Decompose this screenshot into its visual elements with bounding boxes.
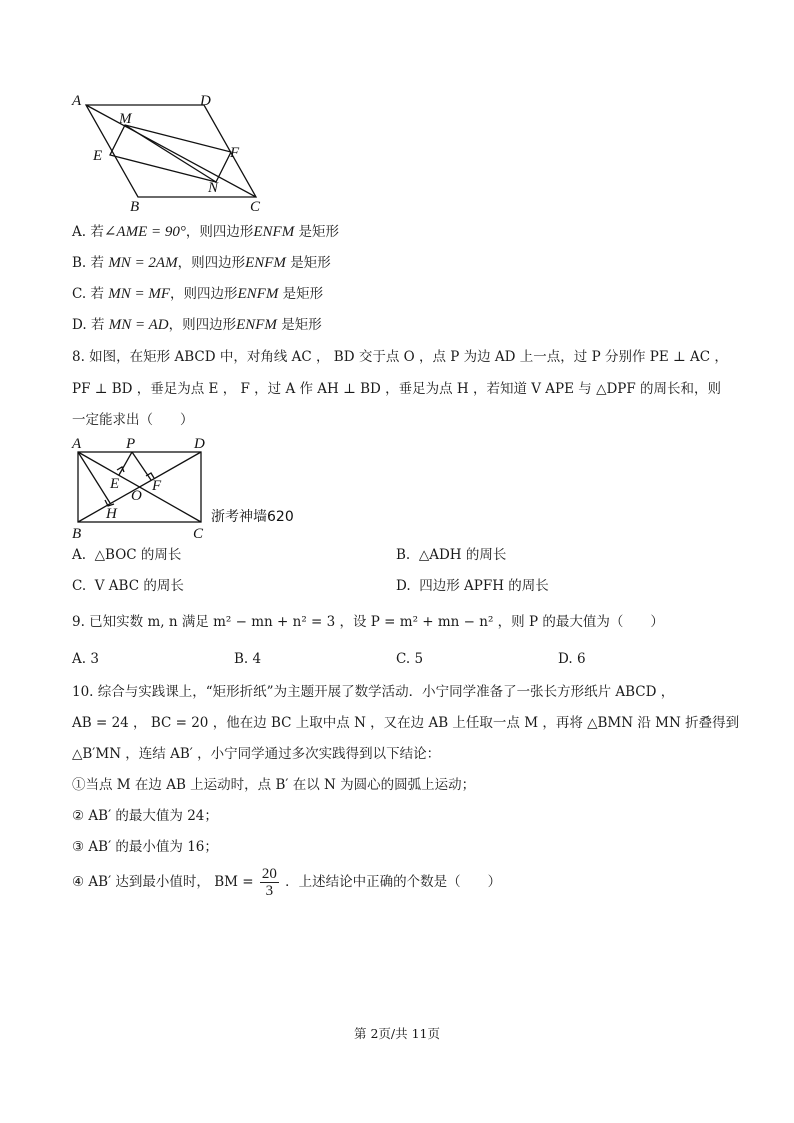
q9-stem: 9. 已知实数 m, n 满足 m² − mn + n² = 3 ，设 P = m² + mn − n² ，则 P 的最大值为（ ）: [72, 614, 664, 630]
q7-option-a: A. 若∠AME = 90°，则四边形ENFM 是矩形: [72, 224, 339, 240]
label-F: F: [152, 478, 162, 494]
label-E: E: [93, 148, 103, 164]
q10-conclusion-1: ①当点 M 在边 AB 上运动时，点 B′ 在以 N 为圆心的圆弧上运动；: [72, 777, 476, 793]
label-P: P: [126, 436, 136, 452]
q10-conclusion-3: ③ AB′ 的最小值为 16；: [72, 839, 218, 855]
page-footer: 第 2页/共 11页: [353, 1026, 441, 1041]
figure-parallelogram: [60, 90, 280, 215]
label-F: F: [230, 145, 240, 161]
label-B: B: [130, 199, 140, 215]
q8-option-a: A. △BOC 的周长: [72, 547, 182, 563]
label-A: A: [72, 436, 82, 452]
q8-stem-line3: 一定能求出（ ）: [72, 412, 194, 428]
q10-conclusion-2: ② AB′ 的最大值为 24；: [72, 808, 218, 824]
q7-option-b: B. 若 MN = 2AM，则四边形ENFM 是矩形: [72, 255, 331, 271]
label-M: M: [119, 111, 132, 127]
q8-option-b: B. △ADH 的周长: [396, 547, 507, 563]
q10-stem-line1: 10. 综合与实践课上，“矩形折纸”为主题开展了数学活动．小宁同学准备了一张长方形纸片 ABCD ，: [72, 684, 675, 700]
label-O: O: [131, 488, 142, 504]
q9-option-a: A. 3: [72, 651, 99, 667]
fraction: $\frac{20}{3}$: [261, 866, 277, 899]
q8-stem-line1: 8. 如图，在矩形 ABCD 中，对角线 AC ， BD 交于点 O ，点 P 为边 AD 上一点，过 P 分别作 PE ⊥ AC ，: [72, 349, 728, 365]
q7-option-c: C. 若 MN = MF，则四边形ENFM 是矩形: [72, 286, 324, 302]
q8-stem-line2: PF ⊥ BD ，垂足为点 E ， F ，过 A 作 AH ⊥ BD ，垂足为点 H ，若知道 V APE 与 △DPF 的周长和，则: [72, 381, 722, 397]
q10-conclusion-4: ④ AB′ 达到最小值时， BM = $\frac{20}{3}$ ．上述结论中正确的个数是（ ）: [72, 866, 502, 899]
label-A: A: [72, 93, 82, 109]
label-C: C: [193, 526, 204, 542]
q9-option-b: B. 4: [234, 651, 262, 667]
q9-option-c: C. 5: [396, 651, 424, 667]
label-H: H: [106, 506, 117, 522]
watermark-text: 浙考神墙620: [211, 509, 294, 525]
q10-stem-line3: △B′MN ，连结 AB′ ，小宁同学通过多次实践得到以下结论：: [72, 746, 441, 762]
q7-option-d: D. 若 MN = AD，则四边形ENFM 是矩形: [72, 317, 322, 333]
label-E: E: [110, 476, 120, 492]
q8-option-c: C. V ABC 的周长: [72, 578, 184, 594]
label-C: C: [250, 199, 261, 215]
label-N: N: [208, 180, 219, 196]
label-B: B: [72, 526, 82, 542]
q9-option-d: D. 6: [558, 651, 586, 667]
label-D: D: [200, 93, 211, 109]
label-D: D: [194, 436, 205, 452]
figure-rectangle: [66, 432, 316, 542]
q8-option-d: D. 四边形 APFH 的周长: [396, 578, 549, 594]
q10-stem-line2: AB = 24 ， BC = 20 ，他在边 BC 上取中点 N ，又在边 AB 上任取一点 M ，再将 △BMN 沿 MN 折叠得到: [72, 715, 740, 731]
